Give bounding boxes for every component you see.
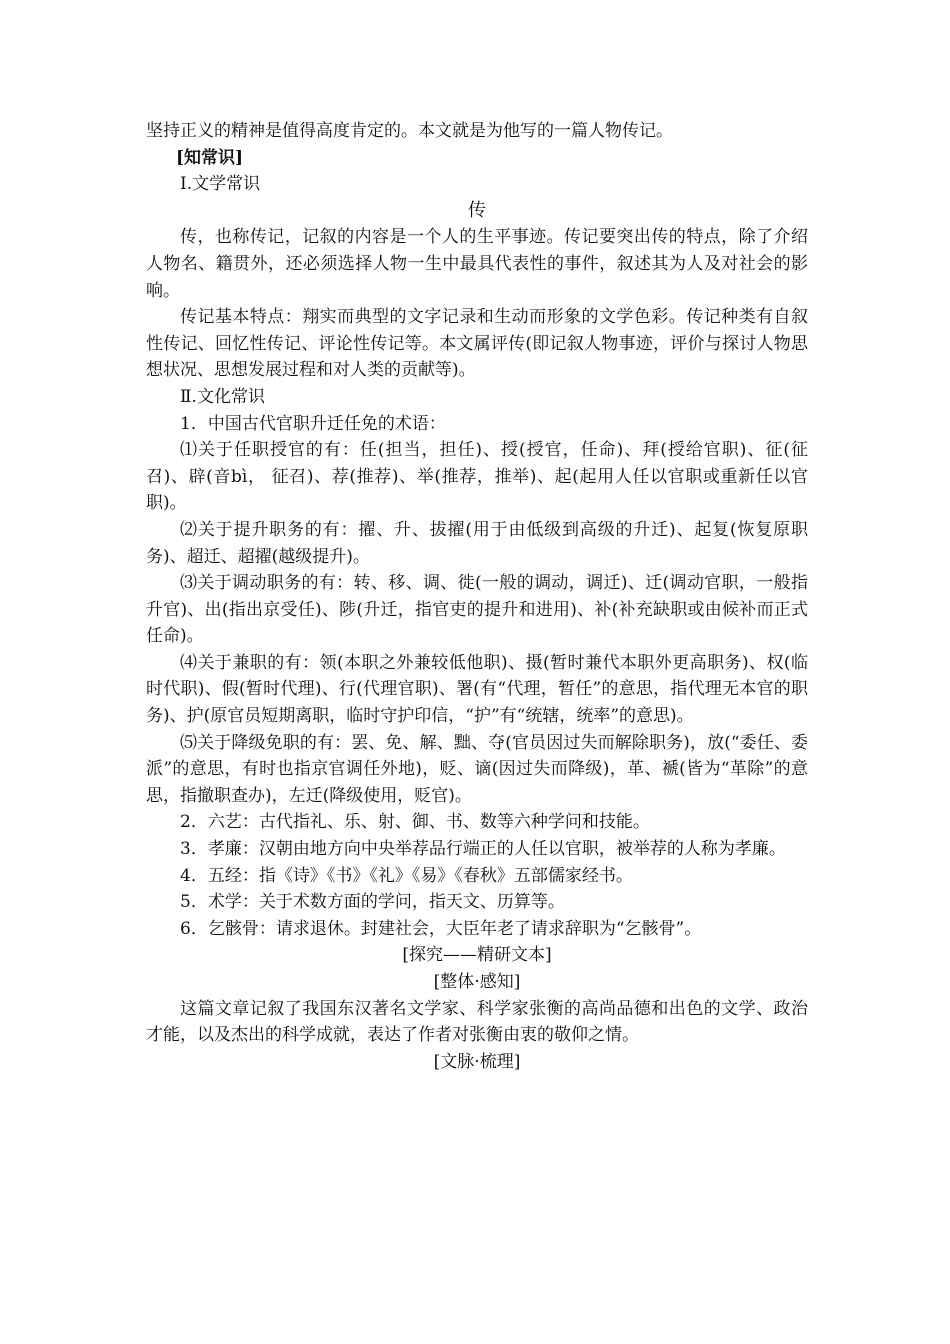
cultural-sub-item-2: ⑵关于提升职务的有：擢、升、拔擢(用于由低级到高级的升迁)、起复(恢复原职务)、超迁、超擢(越级提升)。 [146, 519, 808, 567]
literary-heading: Ⅰ.文学常识 [180, 174, 261, 195]
outline-heading: [文脉·梳理] [433, 1051, 521, 1072]
literary-title: 传 [468, 199, 486, 221]
literary-paragraph-1: 传，也称传记，记叙的内容是一个人的生平事迹。传记要突出传的特点，除了介绍人物名、籍贯外，还必须选择人物一生中最具代表性的事件，叙述其为人及对社会的影响。 [146, 227, 808, 301]
cultural-heading: Ⅱ.文化常识 [180, 386, 265, 407]
cultural-item-4: 4．五经：指《诗》《书》《礼》《易》《春秋》五部儒家经书。 [180, 865, 633, 886]
cultural-item-6: 6．乞骸骨：请求退休。封建社会，大臣年老了请求辞职为“乞骸骨”。 [180, 918, 702, 939]
cultural-sub-item-4: ⑷关于兼职的有：领(本职之外兼较低他职)、摄(暂时兼代本职外更高职务)、权(临时代职)、假(暂时代理)、行(代理官职)、署(有“代理，暂任”的意思，指代理无本官的职务)、护(原官员短期离职，临时守护印信，“护”有“统辖，统率”的意思)。 [146, 652, 808, 727]
explore-heading: [探究——精研文本] [402, 945, 552, 966]
cultural-item-3: 3．孝廉：汉朝由地方向中央举荐品行端正的人任以官职，被举荐的人称为孝廉。 [180, 839, 786, 860]
cultural-item-2: 2．六艺：古代指礼、乐、射、御、书、数等六种学问和技能。 [180, 812, 650, 833]
literary-paragraph-2: 传记基本特点：翔实而典型的文字记录和生动而形象的文学色彩。传记种类有自叙性传记、回忆性传记、评论性传记等。本文属评传(即记叙人物事迹，评价与探讨人物思想状况、思想发展过程和对人类的贡献等)。 [146, 307, 808, 381]
section-know-heading: [知常识] [176, 147, 244, 168]
summary-paragraph: 这篇文章记叙了我国东汉著名文学家、科学家张衡的高尚品德和出色的文学、政治才能，以及杰出的科学成就，表达了作者对张衡由衷的敬仰之情。 [146, 998, 808, 1046]
intro-tail: 坚持正义的精神是值得高度肯定的。本文就是为他写的一篇人物传记。 [146, 121, 673, 141]
overall-heading: [整体·感知] [433, 972, 521, 992]
cultural-sub-item-5: ⑸关于降级免职的有：罢、免、解、黜、夺(官员因过失而解除职务)，放(“委任、委派”的意思，有时也指京官调任外地)，贬、谪(因过失而降级)，革、褫(皆为“革除”的意思，指撤职查办)，左迁(降级使用，贬官)。 [146, 732, 808, 806]
cultural-sub-item-1: ⑴关于任职授官的有：任(担当，担任)、授(授官，任命)、拜(授给官职)、征(征召)、辟(音bì， 征召)、荐(推荐)、举(推荐，推举)、起(起用人任以官职或重新任以官职)。 [146, 440, 808, 514]
cultural-item-5: 5．术学：关于术数方面的学问，指天文、历算等。 [180, 892, 565, 913]
cultural-item-1: 1．中国古代官职升迁任免的术语： [180, 413, 446, 434]
cultural-sub-item-3: ⑶关于调动职务的有：转、移、调、徙(一般的调动，调迁)、迁(调动官职，一般指升官)、出(指出京受任)、陟(升迁，指官吏的提升和进用)、补(补充缺职或由候补而正式任命)。 [146, 573, 808, 647]
document-body [146, 118, 808, 1075]
